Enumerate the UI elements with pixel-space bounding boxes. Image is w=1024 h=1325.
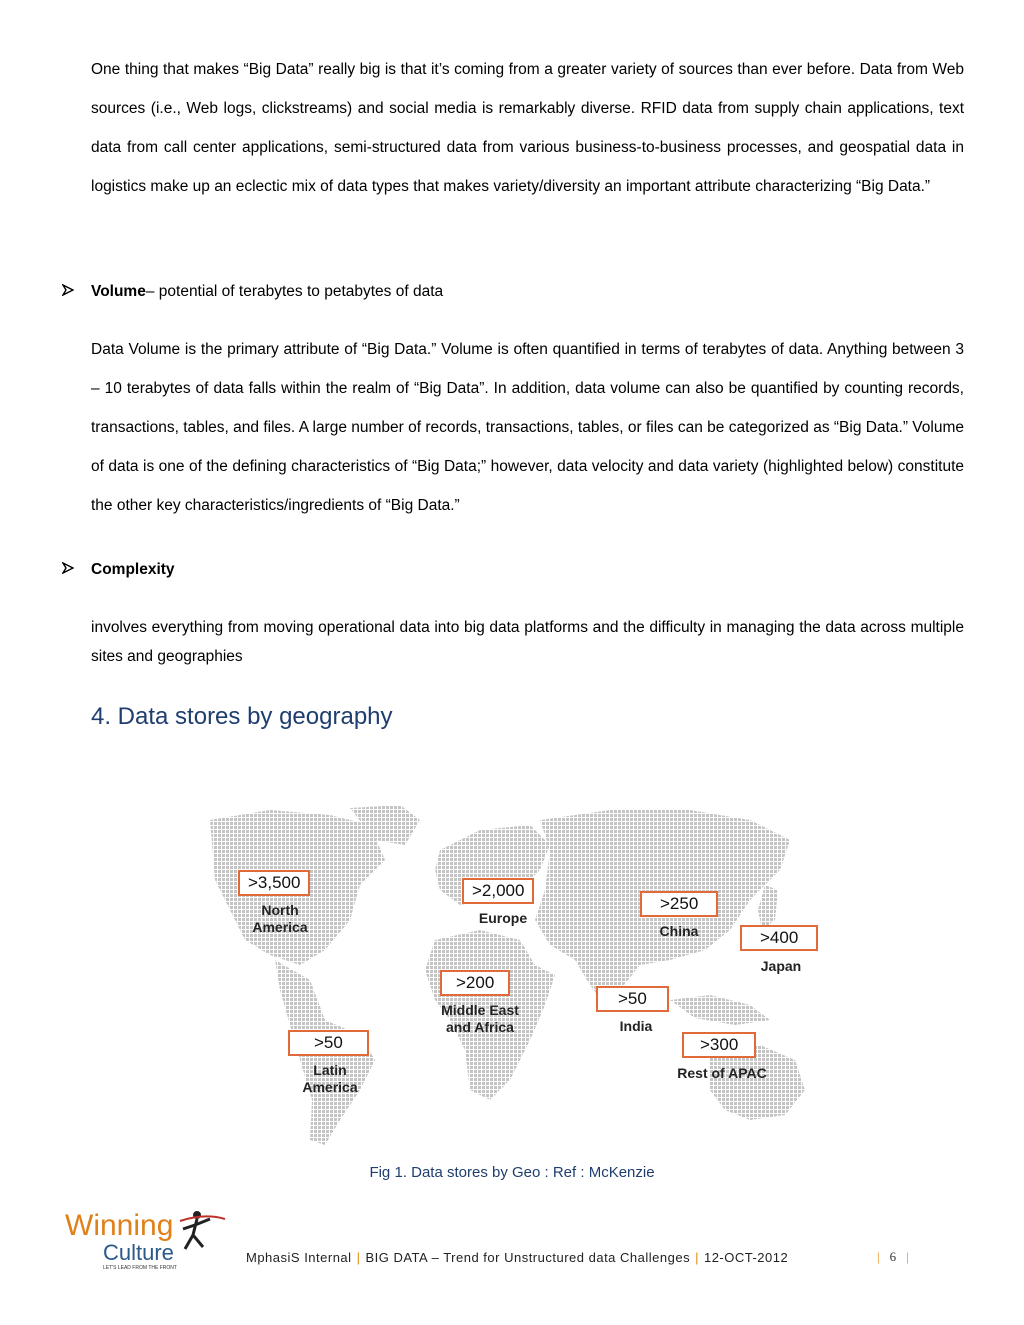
svg-text:Culture: Culture xyxy=(103,1240,174,1265)
page-footer xyxy=(246,1250,788,1265)
page-number-box xyxy=(867,1249,919,1265)
region-name-line: Latin xyxy=(313,1062,347,1078)
region-name-europe: Europe xyxy=(478,910,528,926)
region-value-japan: >400 xyxy=(740,925,818,951)
region-name-latin-america xyxy=(290,1062,370,1096)
page-number: 6 xyxy=(889,1249,897,1264)
region-name-line: and Africa xyxy=(446,1019,514,1035)
region-value-india: >50 xyxy=(596,986,669,1012)
region-name-line: America xyxy=(302,1079,358,1095)
region-name-rest-of-apac: Rest of APAC xyxy=(677,1065,767,1081)
region-value-north-america: >3,500 xyxy=(238,870,310,896)
world-map-figure xyxy=(150,790,850,1155)
complexity-term: Complexity xyxy=(91,561,175,578)
svg-text:LET'S LEAD FROM THE FRONT: LET'S LEAD FROM THE FRONT xyxy=(103,1265,177,1271)
region-value-china: >250 xyxy=(640,891,718,917)
region-name-middle-east-africa xyxy=(428,1002,532,1036)
region-name-india: India xyxy=(619,1018,653,1034)
volume-description: – potential of terabytes to petabytes of data xyxy=(145,283,444,300)
arrow-bullet-icon xyxy=(62,560,91,580)
region-name-japan: Japan xyxy=(760,958,802,974)
svg-text:Winning: Winning xyxy=(65,1209,174,1242)
page-separator-left: | xyxy=(877,1249,880,1264)
volume-bullet xyxy=(62,282,443,302)
region-value-latin-america: >50 xyxy=(288,1030,369,1056)
region-name-north-america xyxy=(240,902,320,936)
complexity-bullet xyxy=(62,560,175,580)
region-name-china: China xyxy=(659,923,699,939)
volume-paragraph: Data Volume is the primary attribute of “Big Data.” Volume is often quantified in terms of terabytes of data. Anything between 3 – 10 terabytes of data falls within the realm of “Big Data”. In addition, data volume can also be quantified by counting records, transactions, tables, and files. A large number of records, transactions, tables, or files can be categorized as “Big Data.” Volume of data is one of the defining characteristics of “Big Data;” however, data velocity and data variety (highlighted below) constitute the other key characteristics/ingredients of “Big Data.” xyxy=(91,341,964,514)
volume-term: Volume xyxy=(91,283,146,300)
footer-company: MphasiS Internal xyxy=(246,1250,352,1265)
region-value-middle-east-africa: >200 xyxy=(440,970,510,996)
intro-paragraph: One thing that makes “Big Data” really big is that it’s coming from a greater variety of sources than ever before. Data from Web sources (i.e., Web logs, clickstreams) and social media is remarkably diverse. RFID data from supply chain applications, text data from call center applications, semi-structured data from various business-to-business processes, and geospatial data in logistics make up an eclectic mix of data types that makes variety/diversity an important attribute characterizing “Big Data.” xyxy=(91,61,964,195)
footer-date: 12-OCT-2012 xyxy=(703,1250,789,1265)
page-separator-right: | xyxy=(906,1249,909,1264)
arrow-bullet-icon xyxy=(62,282,91,302)
region-name-line: North xyxy=(261,902,299,918)
footer-document-title: BIG DATA – Trend for Unstructured data Challenges xyxy=(365,1250,691,1265)
footer-separator: | xyxy=(356,1250,361,1265)
footer-separator: | xyxy=(695,1250,699,1265)
complexity-paragraph: involves everything from moving operational data into big data platforms and the difficulty in managing the data across multiple sites and geographies xyxy=(91,619,964,665)
region-name-line: America xyxy=(252,919,308,935)
logo-graphic xyxy=(65,1205,235,1275)
region-value-europe: >2,000 xyxy=(462,878,534,904)
figure-caption: Fig 1. Data stores by Geo : Ref : McKenzie xyxy=(369,1164,655,1181)
region-name-line: Middle East xyxy=(441,1002,519,1018)
region-value-rest-of-apac: >300 xyxy=(682,1032,756,1058)
winning-culture-logo xyxy=(65,1205,235,1275)
section-heading: 4. Data stores by geography xyxy=(91,703,393,730)
